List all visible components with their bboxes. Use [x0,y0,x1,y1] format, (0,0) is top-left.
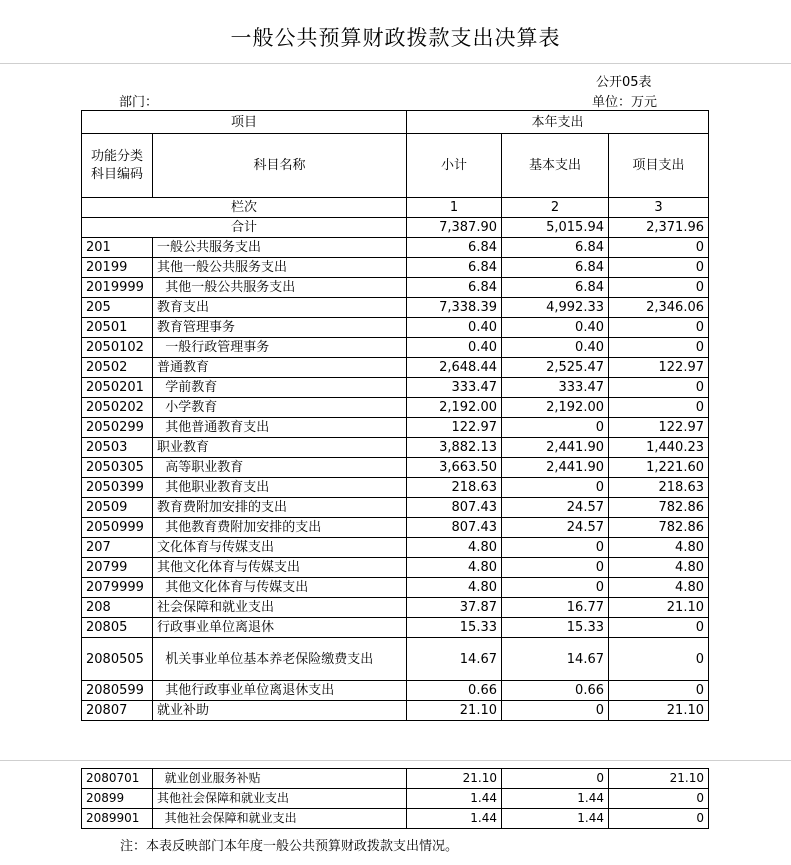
row-subtotal: 0.66 [407,681,502,701]
row-code: 20807 [82,701,153,721]
table-row [82,558,709,578]
row-basic: 1.44 [502,789,609,809]
department-label: 部门： [119,95,159,110]
total-subtotal: 7,387.90 [407,218,502,238]
row-subtotal: 122.97 [407,418,502,438]
table-row [82,789,709,809]
header-subtotal: 小计 [407,134,502,198]
row-code: 20199 [82,258,153,278]
row-basic: 0.40 [502,318,609,338]
row-basic: 2,525.47 [502,358,609,378]
form-code: 公开05表 [596,75,652,90]
row-project: 0 [609,638,709,681]
row-subject-name: 教育支出 [153,298,407,318]
row-subtotal: 4.80 [407,578,502,598]
row-subtotal: 15.33 [407,618,502,638]
row-code: 2050999 [82,518,153,538]
row-subtotal: 6.84 [407,278,502,298]
row-subtotal: 807.43 [407,518,502,538]
page-separator-top [0,63,791,64]
row-basic: 0 [502,558,609,578]
row-basic: 0 [502,418,609,438]
expenditure-table [81,110,709,721]
column-index-label: 栏次 [82,198,407,218]
row-code: 2050201 [82,378,153,398]
row-subtotal: 6.84 [407,238,502,258]
header-basic: 基本支出 [502,134,609,198]
row-subtotal: 7,338.39 [407,298,502,318]
row-code: 2080505 [82,638,153,681]
row-subtotal: 4.80 [407,538,502,558]
row-code: 207 [82,538,153,558]
row-subject-name: 教育费附加安排的支出 [153,498,407,518]
row-code: 2080701 [82,769,153,789]
row-basic: 24.57 [502,498,609,518]
row-subtotal: 218.63 [407,478,502,498]
row-subtotal: 4.80 [407,558,502,578]
row-subtotal: 0.40 [407,318,502,338]
row-code: 20799 [82,558,153,578]
row-code: 2079999 [82,578,153,598]
row-code: 205 [82,298,153,318]
row-subtotal: 807.43 [407,498,502,518]
row-basic: 0 [502,769,609,789]
row-subtotal: 2,192.00 [407,398,502,418]
table-row [82,338,709,358]
row-project: 782.86 [609,518,709,538]
row-basic: 0 [502,701,609,721]
row-subtotal: 21.10 [407,701,502,721]
row-project: 0 [609,398,709,418]
column-index-1: 1 [407,198,502,218]
row-subject-name: 职业教育 [153,438,407,458]
page-title: 一般公共预算财政拨款支出决算表 [230,26,561,50]
row-project: 4.80 [609,578,709,598]
row-code: 20899 [82,789,153,809]
row-code: 2050299 [82,418,153,438]
row-project: 21.10 [609,769,709,789]
footnote: 注：本表反映部门本年度一般公共预算财政拨款支出情况。 [120,839,459,854]
row-subject-name: 学前教育 [153,378,407,398]
table-row [82,238,709,258]
row-code: 2019999 [82,278,153,298]
table-row [82,681,709,701]
row-subject-name: 其他社会保障和就业支出 [153,809,407,829]
row-project: 1,440.23 [609,438,709,458]
row-project: 0 [609,238,709,258]
row-subject-name: 机关事业单位基本养老保险缴费支出 [153,638,407,681]
row-subject-name: 其他教育费附加安排的支出 [153,518,407,538]
row-subtotal: 3,663.50 [407,458,502,478]
row-subject-name: 其他一般公共服务支出 [153,258,407,278]
row-code: 20501 [82,318,153,338]
table-row [82,769,709,789]
table-row [82,498,709,518]
table-row [82,318,709,338]
row-subtotal: 14.67 [407,638,502,681]
row-subject-name: 普通教育 [153,358,407,378]
total-basic: 5,015.94 [502,218,609,238]
row-project: 0 [609,318,709,338]
column-index-2: 2 [502,198,609,218]
table-row [82,638,709,681]
row-basic: 1.44 [502,809,609,829]
row-code: 20509 [82,498,153,518]
row-project: 1,221.60 [609,458,709,478]
row-subject-name: 其他社会保障和就业支出 [153,789,407,809]
row-subject-name: 其他行政事业单位离退休支出 [153,681,407,701]
row-subject-name: 教育管理事务 [153,318,407,338]
row-project: 122.97 [609,418,709,438]
row-code: 208 [82,598,153,618]
row-subject-name: 其他一般公共服务支出 [153,278,407,298]
row-subtotal: 3,882.13 [407,438,502,458]
row-basic: 2,441.90 [502,458,609,478]
header-func-code: 功能分类科目编码 [82,134,153,198]
row-basic: 0.66 [502,681,609,701]
row-project: 122.97 [609,358,709,378]
row-code: 2050202 [82,398,153,418]
table-row [82,458,709,478]
table-row [82,418,709,438]
table-row [82,538,709,558]
row-subtotal: 2,648.44 [407,358,502,378]
total-project: 2,371.96 [609,218,709,238]
row-subject-name: 小学教育 [153,398,407,418]
row-subject-name: 一般公共服务支出 [153,238,407,258]
row-project: 0 [609,278,709,298]
table-row [82,378,709,398]
row-project: 2,346.06 [609,298,709,318]
row-subject-name: 其他文化体育与传媒支出 [153,558,407,578]
row-subject-name: 其他普通教育支出 [153,418,407,438]
row-project: 4.80 [609,558,709,578]
header-item: 项目 [82,111,407,134]
table-row [82,258,709,278]
header-project: 项目支出 [609,134,709,198]
row-subtotal: 1.44 [407,809,502,829]
row-basic: 0 [502,578,609,598]
row-code: 20503 [82,438,153,458]
row-basic: 333.47 [502,378,609,398]
row-basic: 0 [502,478,609,498]
row-subject-name: 社会保障和就业支出 [153,598,407,618]
table-row [82,438,709,458]
row-project: 21.10 [609,701,709,721]
row-code: 2089901 [82,809,153,829]
header-current-year: 本年支出 [407,111,709,134]
row-project: 0 [609,618,709,638]
row-basic: 2,192.00 [502,398,609,418]
row-basic: 0 [502,538,609,558]
header-subject-name: 科目名称 [153,134,407,198]
table-row [82,398,709,418]
row-basic: 15.33 [502,618,609,638]
row-project: 0 [609,681,709,701]
table-row [82,518,709,538]
row-basic: 0.40 [502,338,609,358]
row-subtotal: 1.44 [407,789,502,809]
row-project: 0 [609,338,709,358]
row-subtotal: 6.84 [407,258,502,278]
expenditure-table-continued [81,768,709,829]
row-subject-name: 其他文化体育与传媒支出 [153,578,407,598]
row-project: 21.10 [609,598,709,618]
column-index-3: 3 [609,198,709,218]
table-row [82,809,709,829]
table-row [82,298,709,318]
table-row [82,618,709,638]
row-project: 0 [609,378,709,398]
row-code: 2080599 [82,681,153,701]
row-project: 4.80 [609,538,709,558]
row-project: 218.63 [609,478,709,498]
row-subtotal: 0.40 [407,338,502,358]
table-row [82,478,709,498]
row-code: 20502 [82,358,153,378]
row-subject-name: 其他职业教育支出 [153,478,407,498]
row-subject-name: 高等职业教育 [153,458,407,478]
table-row [82,578,709,598]
row-basic: 24.57 [502,518,609,538]
row-project: 782.86 [609,498,709,518]
row-basic: 16.77 [502,598,609,618]
row-project: 0 [609,258,709,278]
row-subtotal: 37.87 [407,598,502,618]
table-row [82,598,709,618]
row-code: 2050399 [82,478,153,498]
row-basic: 4,992.33 [502,298,609,318]
table-row [82,278,709,298]
row-subject-name: 文化体育与传媒支出 [153,538,407,558]
row-subject-name: 行政事业单位离退休 [153,618,407,638]
page-separator-bottom [0,760,791,761]
row-code: 201 [82,238,153,258]
row-subject-name: 就业补助 [153,701,407,721]
row-project: 0 [609,809,709,829]
row-subtotal: 333.47 [407,378,502,398]
row-basic: 2,441.90 [502,438,609,458]
row-basic: 6.84 [502,278,609,298]
row-subtotal: 21.10 [407,769,502,789]
table-row [82,701,709,721]
row-code: 2050305 [82,458,153,478]
row-basic: 14.67 [502,638,609,681]
unit-label: 单位：万元 [592,95,658,110]
row-subject-name: 就业创业服务补贴 [153,769,407,789]
row-basic: 6.84 [502,258,609,278]
table-row [82,358,709,378]
row-code: 20805 [82,618,153,638]
row-subject-name: 一般行政管理事务 [153,338,407,358]
total-label: 合计 [82,218,407,238]
row-code: 2050102 [82,338,153,358]
row-basic: 6.84 [502,238,609,258]
row-project: 0 [609,789,709,809]
